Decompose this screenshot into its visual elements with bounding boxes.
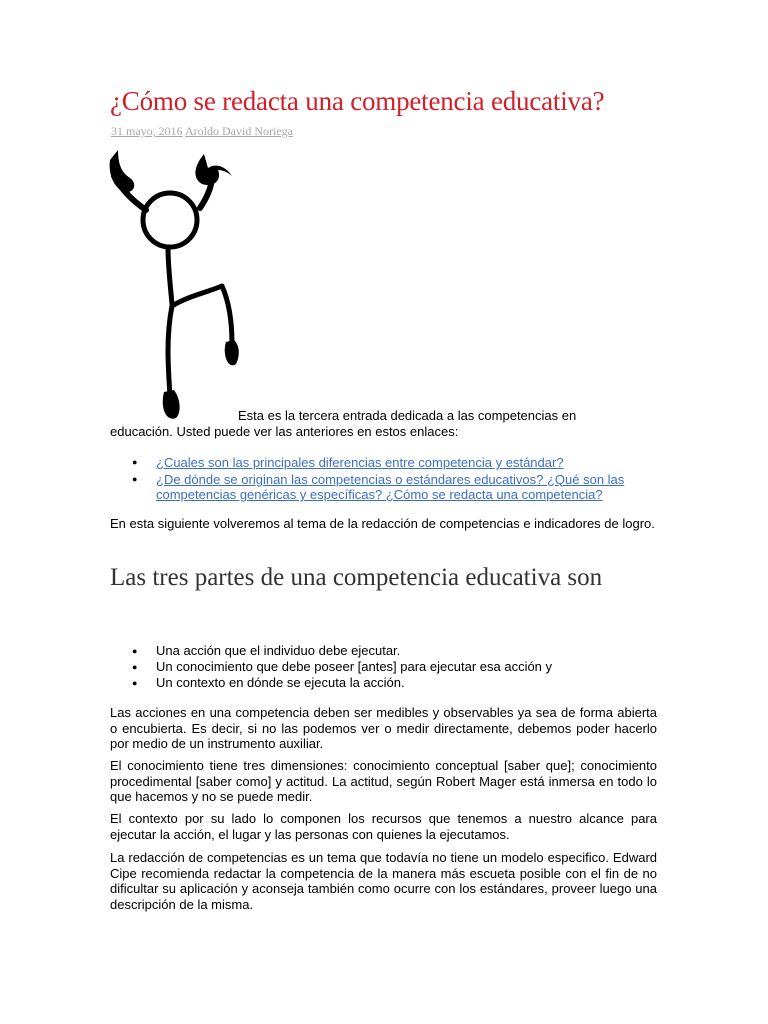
paragraph-next: En esta siguiente volveremos al tema de la redacción de competencias e indicadores de logro. — [110, 516, 655, 531]
section-heading: Las tres partes de una competencia educativa son — [110, 564, 603, 591]
paragraph-writing: La redacción de competencias es un tema que todavía no tiene un modelo especifico. Edward Cipe recomienda redactar la competencia de la manera más escueta posible con el fin de no dificultar su aplicación y aconseja también como ocurre con los estándares, proveer luego una descripción de la misma. — [110, 850, 657, 912]
parts-list — [132, 643, 672, 691]
article-meta — [111, 124, 293, 139]
link-origen[interactable]: ¿De dónde se originan las competencias o estándares educativos? ¿Qué son las competencias genéricas y específicas? ¿Cómo se redacta una competencia? — [156, 471, 625, 502]
stick-figure-illustration — [108, 146, 248, 426]
article-title: ¿Cómo se redacta una competencia educativa? — [110, 86, 605, 116]
previous-posts-list — [132, 455, 672, 504]
list-item: ● Una acción que el individuo debe ejecutar. — [132, 643, 672, 659]
intro-line-1: Esta es la tercera entrada dedicada a las competencias en — [238, 408, 577, 423]
link-diferencias[interactable]: ¿Cuales son las principales diferencias entre competencia y estándar? — [156, 455, 564, 470]
intro-paragraph — [110, 408, 650, 440]
article-author[interactable]: Aroldo David Noriega — [185, 124, 293, 138]
paragraph-actions: Las acciones en una competencia deben ser medibles y observables ya sea de forma abierta o encubierta. Es decir, si no las podemos ver o medir directamente, debemos poder hacerlo por medio de un instrumento auxiliar. — [110, 705, 657, 751]
intro-line-2: educación. Usted puede ver las anteriores en estos enlaces: — [110, 424, 459, 439]
article-date[interactable]: 31 mayo, 2016 — [111, 124, 183, 138]
list-item — [132, 472, 672, 503]
paragraph-knowledge: El conocimiento tiene tres dimensiones: conocimiento conceptual [saber que]; conocimiento procedimental [saber como] y actitud. La actitud, según Robert Mager está inmersa en todo lo que hacemos y no se puede medir. — [110, 758, 657, 804]
list-item: ● Un conocimiento que debe poseer [antes] para ejecutar esa acción y — [132, 659, 672, 675]
paragraph-context: El contexto por su lado lo componen los recursos que tenemos a nuestro alcance para ejecutar la acción, el lugar y las personas con quienes la ejecutamos. — [110, 811, 657, 842]
list-item: ● Un contexto en dónde se ejecuta la acción. — [132, 675, 672, 691]
list-item — [132, 455, 672, 471]
